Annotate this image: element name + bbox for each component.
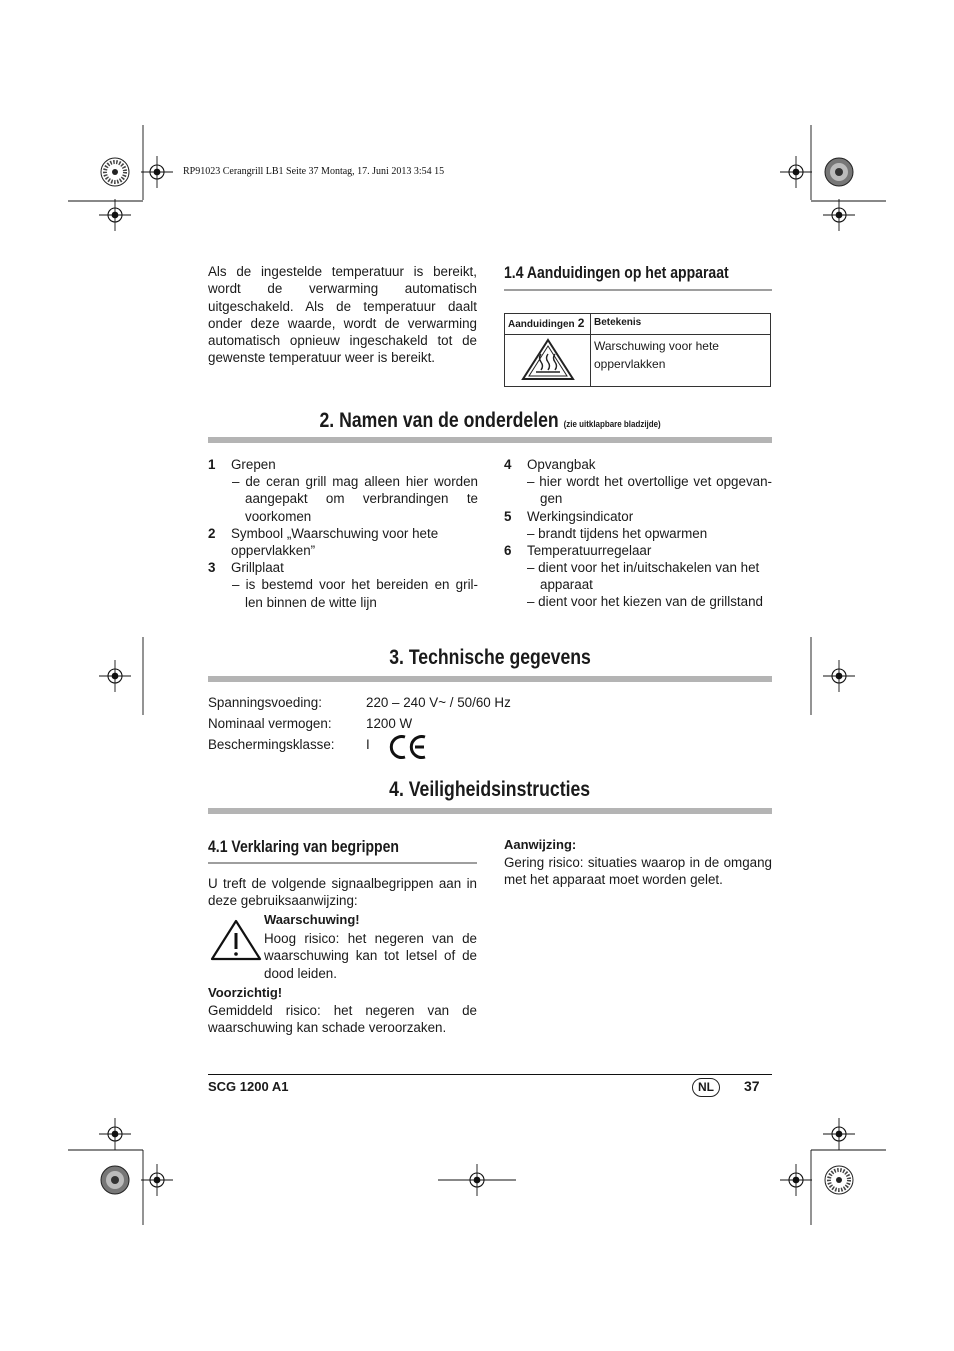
signal-intro: U treft de volgende signaalbegrippen aan in deze gebruiksaanwijzing: [208,876,477,909]
section-3-heading: 3. Technische gegevens [389,646,591,669]
symbol-cell [505,335,591,387]
section-3-rule [208,676,772,682]
list-item: 2 Symbool „Waarschuwing voor hete oppervlakken” [208,525,439,559]
section-1-4-heading: 1.4 Aanduidingen op het apparaat [504,264,729,282]
parts-list-left [208,456,478,611]
section-2-heading-wrap [208,409,772,433]
list-item: – dient voor het kiezen van de grillstand [527,594,763,610]
symbol-meaning: Warschuwing voor hete oppervlakken [591,335,771,387]
section-4-heading: 4. Veiligheidsinstructies [389,778,591,801]
spec-value: I [366,737,370,752]
list-item: 4 Opvangbak [504,457,596,472]
symbol-table [504,313,771,387]
list-item: 3 Grillplaat [208,560,284,576]
note-text: Gering risico: situaties waarop in de omgang met het apparaat moet worden gelet. [504,855,772,888]
warning-title: Waarschuwing! [264,912,360,927]
section-4-1-heading: 4.1 Verklaring van begrippen [208,838,399,856]
ce-mark-icon [388,733,430,761]
list-item: 5 Werkingsindicator [504,508,634,524]
parts-list-right [504,456,774,611]
section-4-1-rule [208,862,477,864]
section-4-heading-wrap [208,778,772,802]
footer-model: SCG 1200 A1 [208,1079,289,1094]
hot-surface-warning-icon [521,337,575,381]
language-badge: NL [692,1078,720,1097]
symbol-table-header-1: Aanduidingen 2 [505,314,591,335]
spec-label: Nominaal vermogen: [208,716,332,731]
symbol-table-header-2: Betekenis [591,314,771,335]
caution-title: Voorzichtig! [208,985,283,1000]
section-1-4-rule [504,289,772,291]
section-4-rule [208,808,772,814]
list-item: 6 Temperatuurregelaar [504,542,652,558]
spec-label: Spanningsvoeding: [208,695,322,710]
caution-text: Gemiddeld risico: het negeren van de waarschuwing kan schade veroorzaken. [208,1003,477,1036]
spec-row [208,694,608,715]
list-item: – hier wordt het overtollige vet opgevan-gen [527,474,772,507]
page-number: 37 [744,1078,760,1094]
note-title: Aanwijzing: [504,837,577,852]
footer-rule [208,1074,772,1075]
intro-paragraph: Als de ingestelde temperatuur is bereikt, wordt de verwarming automatisch uitgeschakeld. Als de temperatuur daalt onder deze waarde, wordt de verwarming automatisch opnieuw ingeschakeld tot de gewenste temperatuur weer is bereikt. [208,264,477,366]
warning-triangle-icon [210,919,262,961]
list-item: – dient voor het in/uitschakelen van het apparaat [527,559,760,593]
list-item: 1 Grepen [208,457,276,472]
warning-text: Hoog risico: het negeren van de waarschuwing kan tot letsel of de dood leiden. [264,931,477,981]
section-2-heading: 2. Namen van de onderdelen [319,409,559,432]
section-3-heading-wrap [208,646,772,670]
print-slug: RP91023 Cerangrill LB1 Seite 37 Montag, 17. Juni 2013 3:54 15 [183,166,445,177]
section-2-rule [208,437,772,443]
spec-label: Beschermingsklasse: [208,737,335,752]
list-item: – brandt tijdens het opwarmen [527,525,708,541]
section-2-heading-note: (zie uitklapbare bladzijde) [563,419,661,430]
spec-value: 1200 W [366,716,413,731]
list-item: – is bestemd voor het bereiden en gril-len binnen de witte lijn [232,577,478,610]
list-item: – de ceran grill mag alleen hier worden aangepakt om verbrandingen te voorkomen [232,474,478,524]
spec-value: 220 – 240 V~ / 50/60 Hz [366,695,511,710]
